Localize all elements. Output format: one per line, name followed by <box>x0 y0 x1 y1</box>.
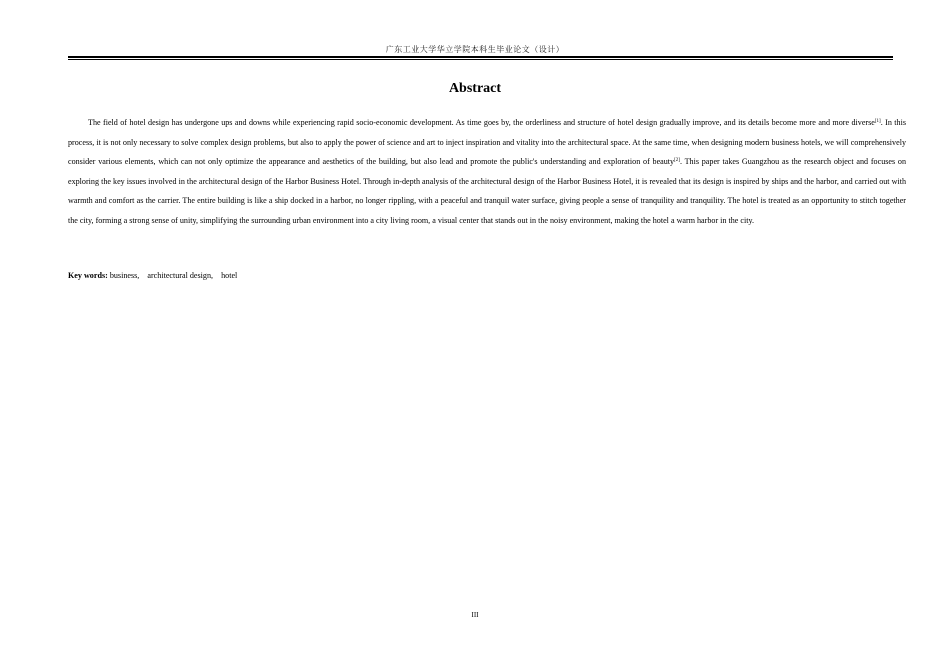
keyword-item: hotel <box>221 271 238 280</box>
keyword-item: architectural design, <box>147 271 214 280</box>
running-header: 广东工业大学华立学院本科生毕业论文（设计） <box>385 45 565 54</box>
header-rule-thin <box>68 59 893 60</box>
citation-1[interactable]: [1] <box>874 119 881 124</box>
keywords-line <box>68 271 237 280</box>
abstract-text-2: . In this process, it is not only necessary to solve complex design problems, but also to apply the power of science and art to inject inspiration and vitality into the architectural space. At the same time, when designing modern business hotels, we will comprehensively consider various elements, which can not only optimize the appearance and aesthetics of the building, but also lead and promote the public's understanding and exploration of beauty <box>68 118 907 166</box>
abstract-text-1: The field of hotel design has undergone ups and downs while experiencing rapid socio-economic development. As time goes by, the orderliness and structure of hotel design gradually improve, and its details become more and more diverse <box>88 118 875 127</box>
abstract-title: Abstract <box>448 81 502 96</box>
header-rule <box>68 56 893 58</box>
abstract-paragraph <box>68 113 906 230</box>
page-number: III <box>471 611 479 619</box>
abstract-text-3: . This paper takes Guangzhou as the research object and focuses on exploring the key issues involved in the architectural design of the Harbor Business Hotel. Through in-depth analysis of the architectural design of the Harbor Business Hotel, it is revealed that its design is inspired by ships and the harbor, and carried out with warmth and comfort as the carrier. The entire building is like a ship docked in a harbor, no longer rippling, with a peaceful and tranquil water surface, giving people a sense of tranquility and tranquility. The hotel is treated as an opportunity to stitch together the city, forming a strong sense of unity, simplifying the surrounding urban environment into a city living room, a visual center that stands out in the noisy environment, making the hotel a warm harbor in the city. <box>68 157 907 225</box>
citation-2[interactable]: [2] <box>674 158 680 163</box>
keywords-label: Key words: <box>68 271 108 280</box>
keyword-item: business, <box>109 271 140 280</box>
